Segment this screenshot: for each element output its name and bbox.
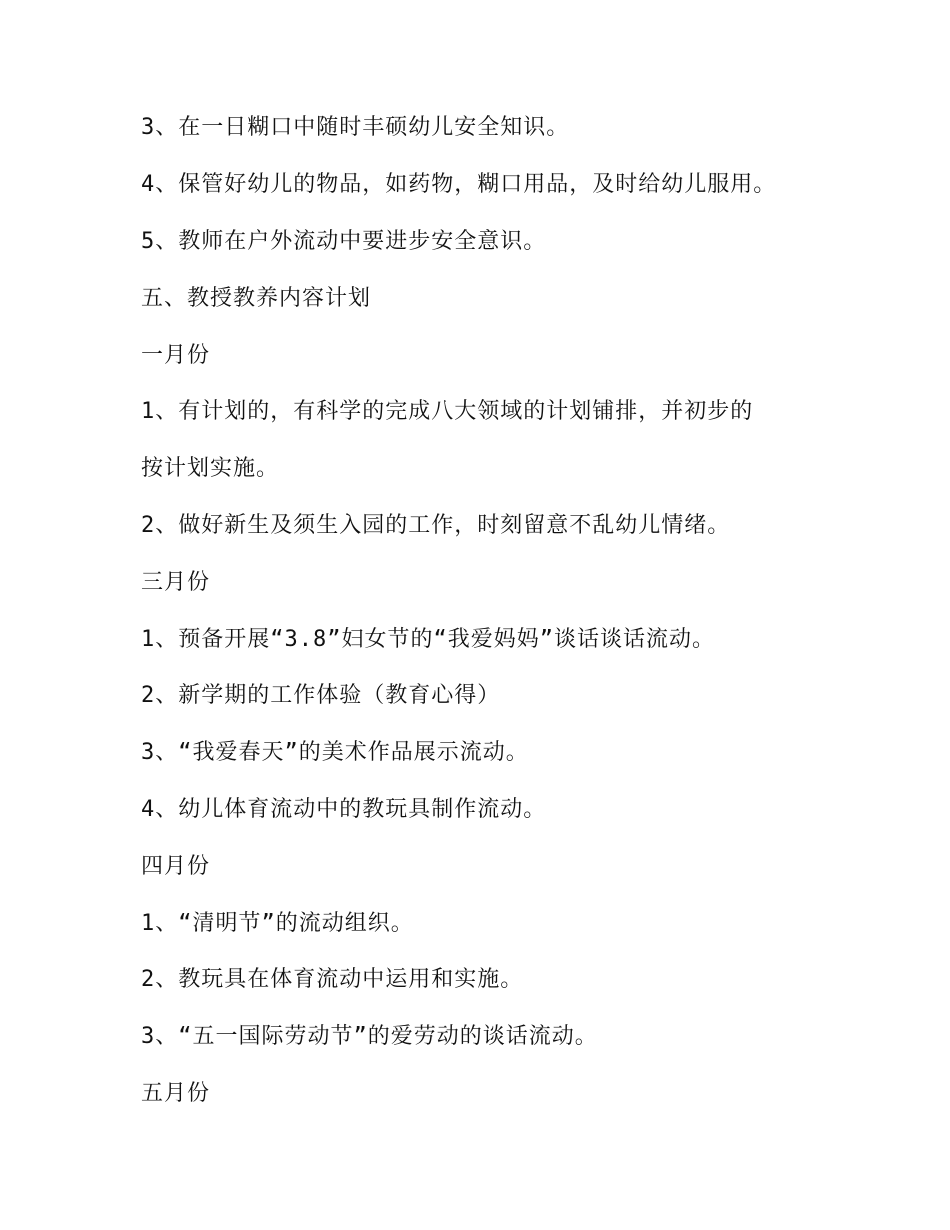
paragraph-enrollment: 2、做好新生及须生入园的工作，时刻留意不乱幼儿情绪。 bbox=[141, 513, 731, 538]
paragraph-labor-day: 3、“五一国际劳动节”的爱劳动的谈话流动。 bbox=[141, 1024, 598, 1049]
paragraph-toy-making: 4、幼儿体育流动中的教玩具制作流动。 bbox=[141, 797, 547, 822]
paragraph-eight-domains-cont: 按计划实施。 bbox=[141, 456, 280, 481]
paragraph-keep-items: 4、保管好幼儿的物品，如药物，糊口用品，及时给幼儿服用。 bbox=[141, 172, 777, 197]
paragraph-work-experience: 2、新学期的工作体验（教育心得） bbox=[141, 683, 501, 708]
paragraph-teacher-safety: 5、教师在户外流动中要进步安全意识。 bbox=[141, 229, 547, 254]
month-heading-january: 一月份 bbox=[141, 343, 211, 368]
paragraph-toys-in-pe: 2、教玩具在体育流动中运用和实施。 bbox=[141, 967, 524, 992]
paragraph-qingming: 1、“清明节”的流动组织。 bbox=[141, 911, 414, 936]
paragraph-womens-day: 1、预备开展“3.8”妇女节的“我爱妈妈”谈话谈话流动。 bbox=[141, 627, 715, 652]
month-heading-april: 四月份 bbox=[141, 854, 211, 879]
month-heading-may: 五月份 bbox=[141, 1081, 211, 1106]
paragraph-eight-domains: 1、有计划的，有科学的完成八大领域的计划铺排，并初步的 bbox=[141, 399, 754, 424]
section-heading-teaching-plan: 五、教授教养内容计划 bbox=[141, 286, 372, 311]
month-heading-march: 三月份 bbox=[141, 570, 211, 595]
paragraph-spring-art: 3、“我爱春天”的美术作品展示流动。 bbox=[141, 740, 529, 765]
paragraph-safety-knowledge: 3、在一日糊口中随时丰硕幼儿安全知识。 bbox=[141, 115, 570, 140]
